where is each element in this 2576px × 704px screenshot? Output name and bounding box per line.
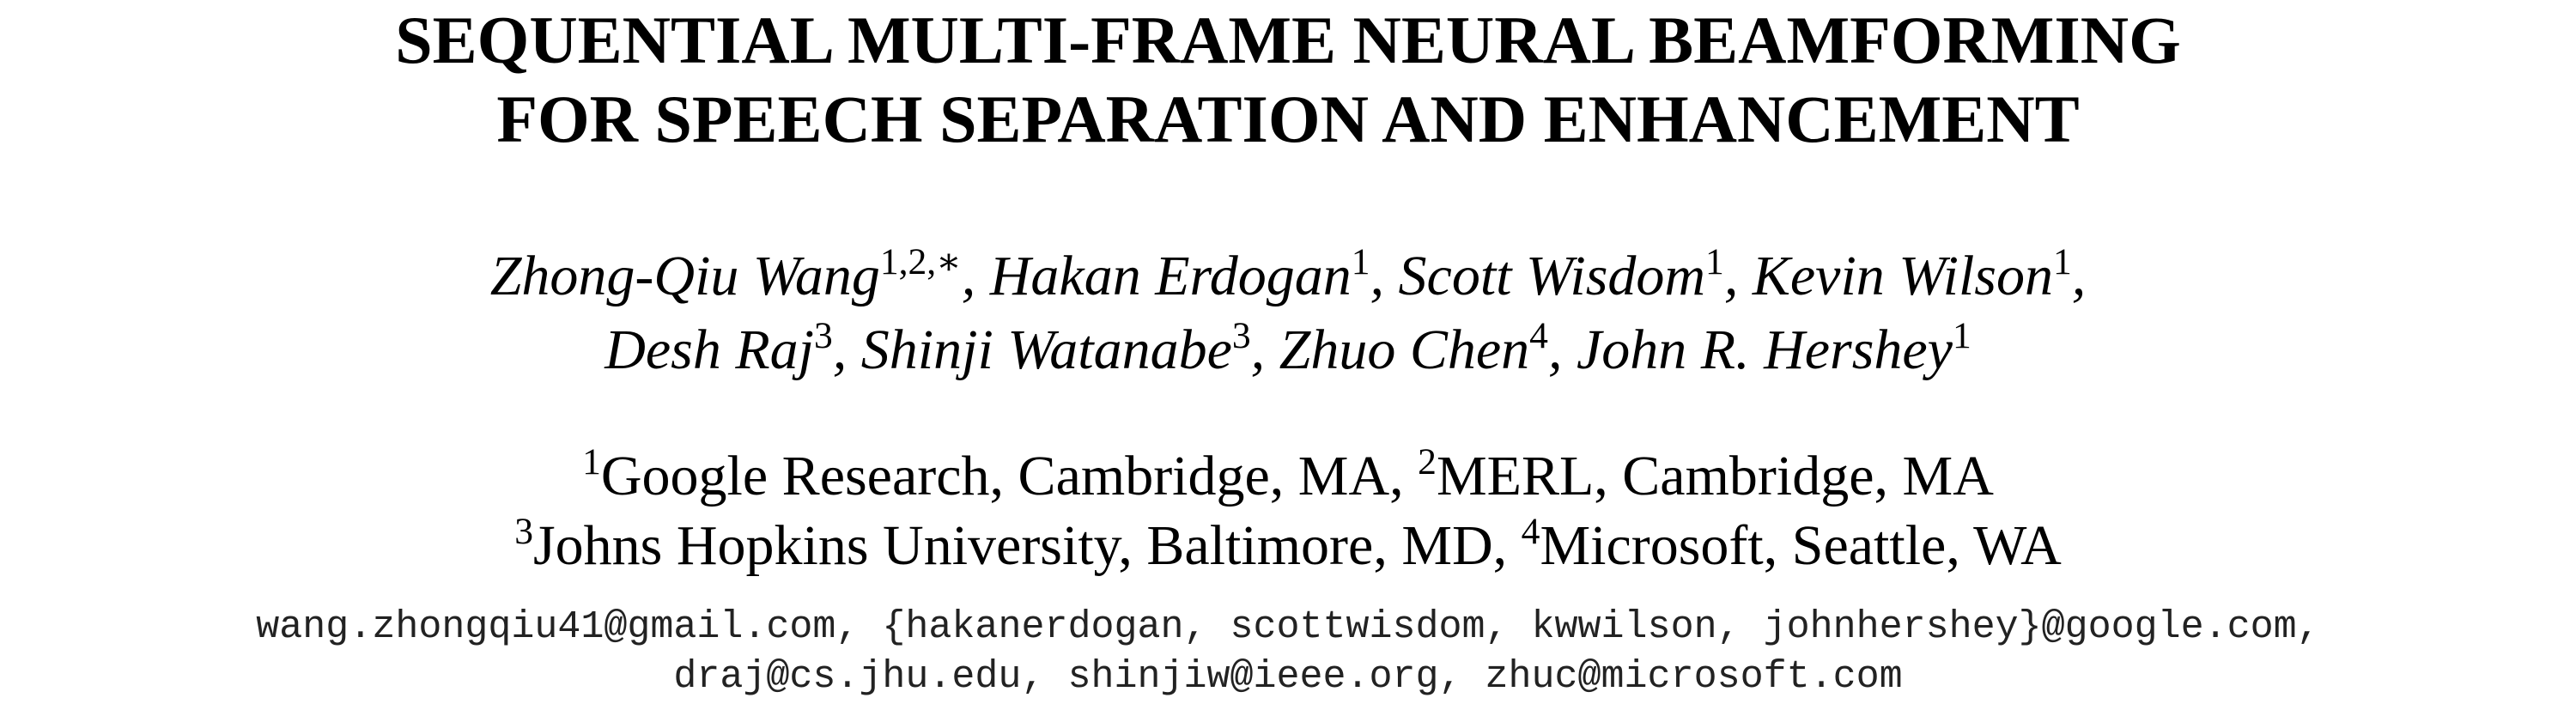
author-name: Zhuo Chen xyxy=(1279,319,1530,381)
author-affiliation-mark: 1,2,∗ xyxy=(879,241,962,283)
affiliation-line-1 xyxy=(0,442,2576,511)
affiliation-text: Johns Hopkins University, Baltimore, MD, xyxy=(532,514,1508,577)
author-affiliation-mark: 3 xyxy=(1231,315,1251,357)
author-name: Shinji Watanabe xyxy=(860,319,1232,381)
author-list-line-2: Desh Raj$^3$, Shinji Watanabe$^3$, Zhuo Chen$^4$, John R. Hershey$^1$ xyxy=(605,315,1971,381)
affiliation-text: MERL, Cambridge, MA xyxy=(1436,445,1994,507)
author-name: Desh Raj xyxy=(605,319,815,381)
affiliation-mark: 3 xyxy=(514,511,533,553)
author-name: Hakan Erdogan xyxy=(989,245,1352,307)
affiliation-line-2 xyxy=(0,512,2576,580)
email-list-line-1: wang.zhongqiu41@gmail.com, {hakanerdogan, scottwisdom, kwwilson, johnhershey}@google.com, xyxy=(256,605,2320,649)
author-affiliation-mark: 1 xyxy=(2052,241,2072,283)
paper-title-line-1: SEQUENTIAL MULTI-FRAME NEURAL BEAMFORMING xyxy=(395,3,2181,77)
author-affiliation-mark: 1 xyxy=(1952,315,1971,357)
author-name: Zhong-Qiu Wang xyxy=(489,245,880,307)
author-affiliation-mark: 3 xyxy=(814,315,833,357)
author-name: John R. Hershey xyxy=(1576,319,1953,381)
affiliation-mark: 4 xyxy=(1521,511,1540,553)
email-list-line-2: draj@cs.jhu.edu, shinjiw@ieee.org, zhuc@microsoft.com xyxy=(673,655,1903,699)
affiliation-mark: 2 xyxy=(1418,441,1437,483)
author-affiliation-mark: 4 xyxy=(1529,315,1548,357)
affiliation-text: Microsoft, Seattle, WA xyxy=(1540,514,2062,577)
affiliation-text: Google Research, Cambridge, MA, xyxy=(600,445,1404,507)
author-list-line-1: Zhong-Qiu Wang$^{1,2,∗}$, Hakan Erdogan$^1$, Scott Wisdom$^1$, Kevin Wilson$^1$, xyxy=(489,241,2087,307)
paper-title-line-2: FOR SPEECH SEPARATION AND ENHANCEMENT xyxy=(496,82,2080,156)
author-affiliation-mark: 1 xyxy=(1705,241,1724,283)
affiliation-mark: 1 xyxy=(582,441,601,483)
author-affiliation-mark: 1 xyxy=(1351,241,1370,283)
author-name: Scott Wisdom xyxy=(1398,245,1706,307)
author-name: Kevin Wilson xyxy=(1752,245,2053,307)
